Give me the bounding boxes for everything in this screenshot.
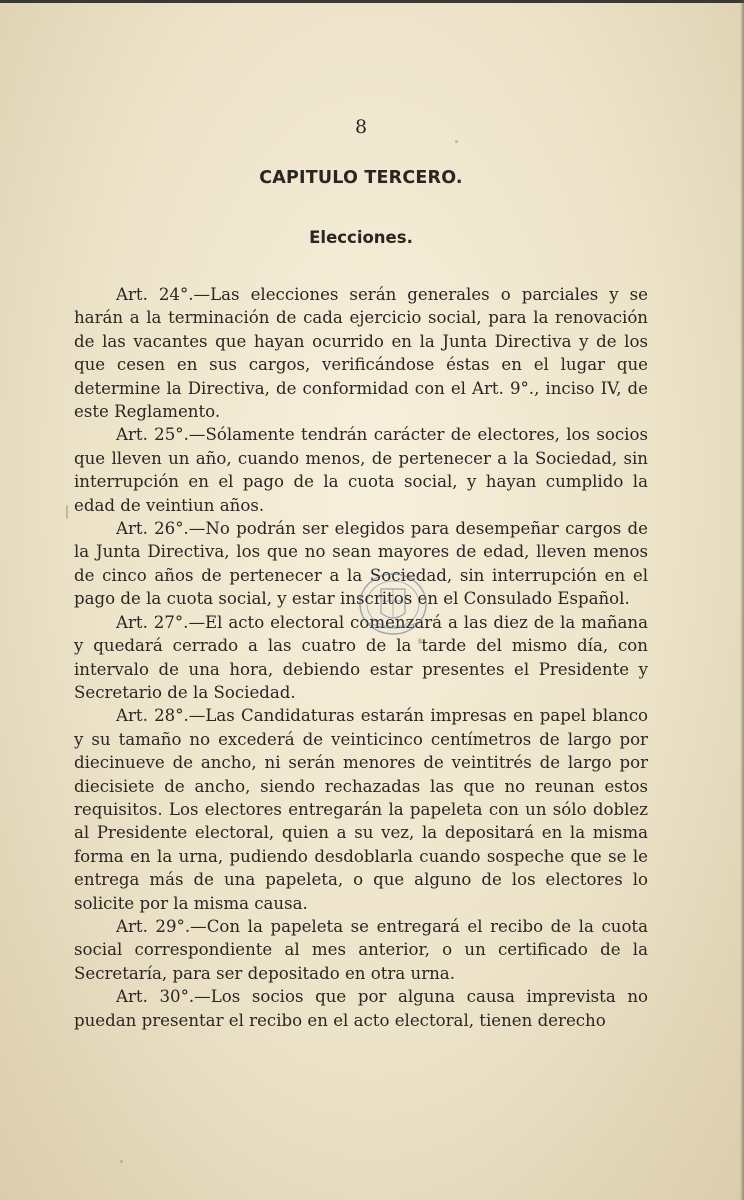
paper-speck <box>120 1160 123 1163</box>
library-stamp-icon <box>357 571 429 637</box>
section-title: Elecciones. <box>309 228 413 247</box>
paper-speck <box>66 505 68 519</box>
article-29: Art. 29°.—Con la papeleta se entregará el recibo de la cuota social correspondiente al mes anterior, o un certificado de la Secretaría, para ser depositado en otra urna. <box>74 916 648 983</box>
top-page-edge <box>0 0 744 3</box>
right-page-edge <box>740 0 744 1200</box>
paper-speck <box>418 638 422 644</box>
article-25: Art. 25°.—Sólamente tendrán carácter de electores, los socios que lleven un año, cuando menos, de pertenecer a la Sociedad, sin interrupción en el pago de la cuota social, y hayan cumplido la edad de veintiun años. <box>74 425 648 515</box>
article-27: Art. 27°.—El acto electoral comenzará a las diez de la mañana y quedará cerrado a las cuatro de la tarde del mismo día, con intervalo de una hora, debiendo estar presentes el Presidente y Secretario de la Sociedad. <box>74 612 648 702</box>
chapter-title: CAPITULO TERCERO. <box>259 168 463 188</box>
body-text <box>74 283 648 1032</box>
article-30: Art. 30°.—Los socios que por alguna causa imprevista no puedan presentar el recibo en el acto electoral, tienen derecho <box>74 987 648 1030</box>
article-26: Art. 26°.—No podrán ser elegidos para desempeñar cargos de la Junta Directiva, los que no sean mayores de edad, lleven menos de cinco años de pertenecer a la Sociedad, sin interrupción en el pago de la cuota social, y estar inscritos en el Consulado Español. <box>74 519 648 609</box>
paper-speck <box>455 140 458 143</box>
page-number: 8 <box>354 116 368 138</box>
article-28: Art. 28°.—Las Candidaturas estarán impresas en papel blanco y su tamaño no excederá de veinticinco centímetros de largo por diecinueve de ancho, ni serán menores de veintitrés de largo por diecisiete de ancho, siendo rechazadas las que no reunan estos requisitos. Los electores entregarán la papeleta con un sólo doblez al Presidente electoral, quien a su vez, la depositará en la misma forma en la urna, pudiendo desdoblarla cuando sospeche que se le entrega más de una papeleta, o que alguno de los electores lo solicite por la misma causa. <box>74 706 648 913</box>
article-24: Art. 24°.—Las elecciones serán generales o parciales y se harán a la terminación de cada ejercicio social, para la renovación de las vacantes que hayan ocurrido en la Junta Directiva y de los que cesen en sus cargos, verificándose éstas en el lugar que determine la Directiva, de conformidad con el Art. 9°., inciso IV, de este Reglamento. <box>74 285 648 422</box>
